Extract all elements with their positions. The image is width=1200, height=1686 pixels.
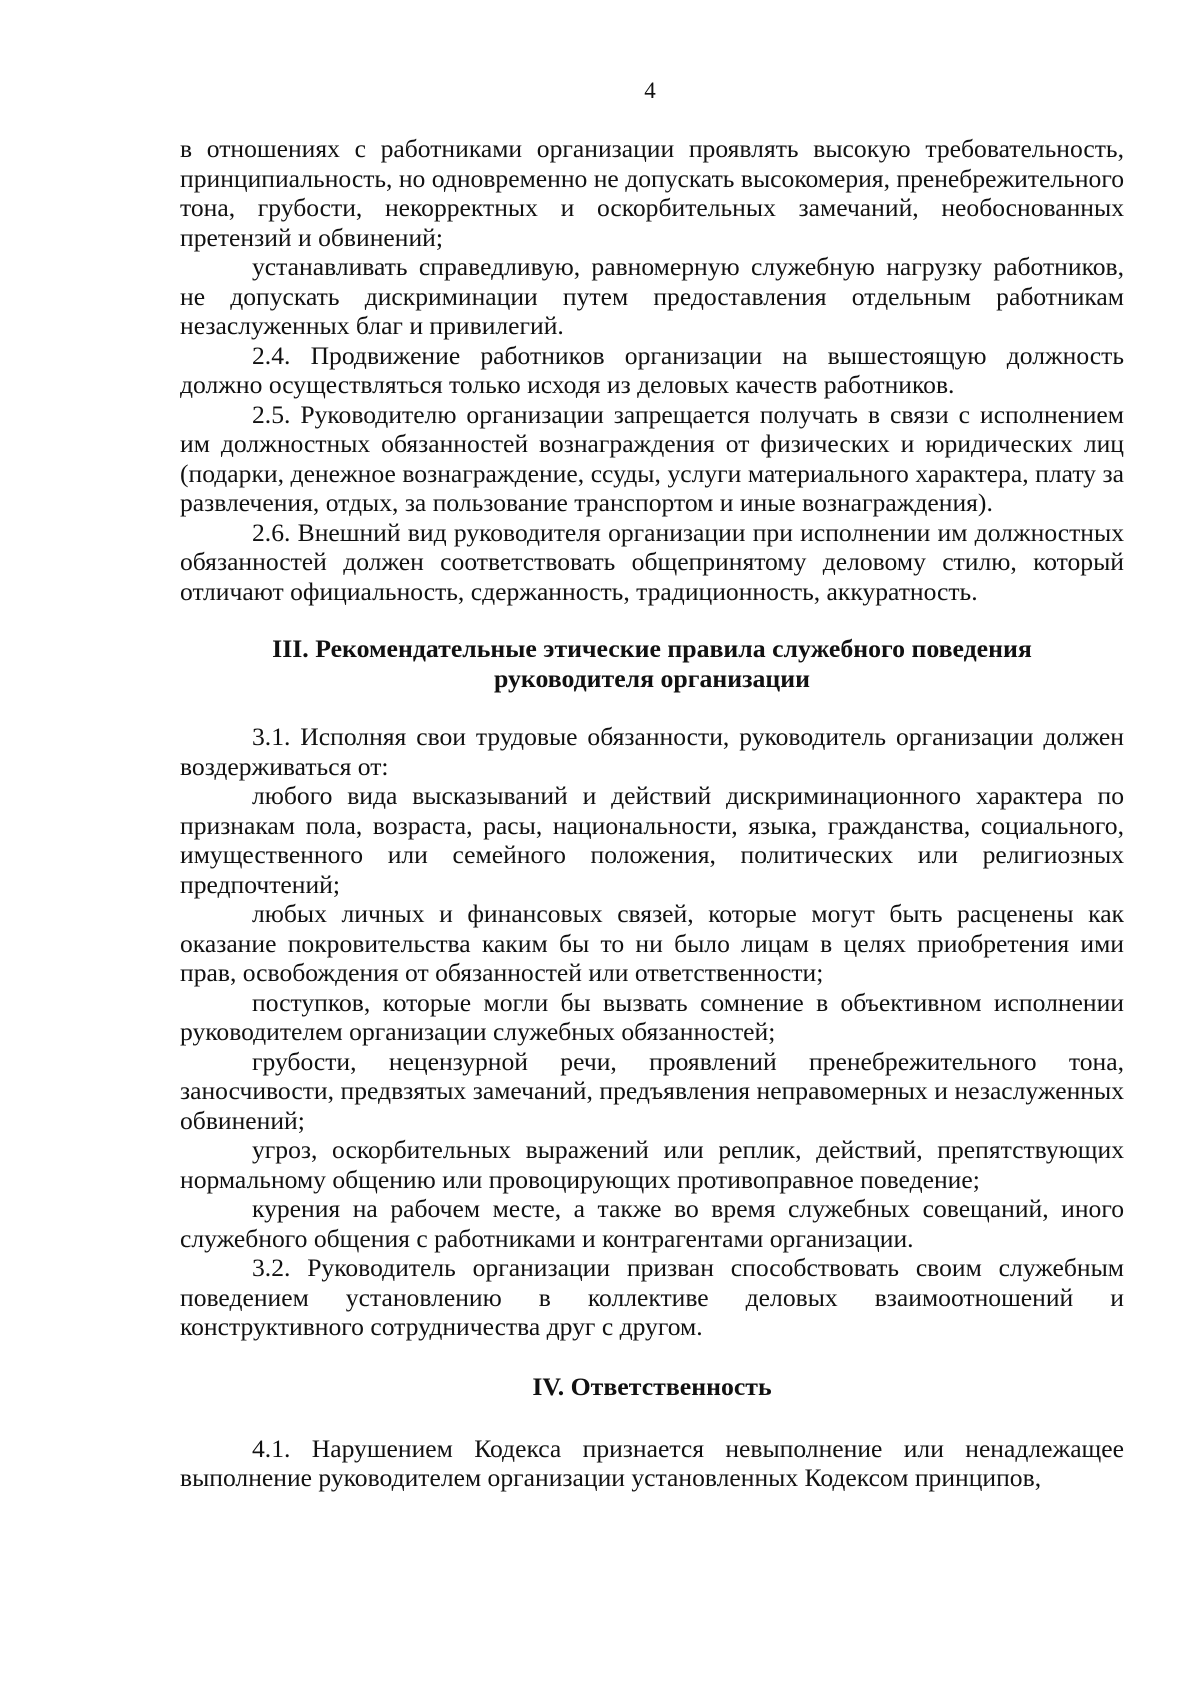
paragraph-3-1: 3.1. Исполняя свои трудовые обязанности, руководитель организации должен воздерживаться от:: [180, 722, 1124, 781]
paragraph-2-5: 2.5. Руководителю организации запрещается получать в связи с исполнением им должностных обязанностей вознаграждения от физических и юридических лиц (подарки, денежное вознаграждение, ссуды, услуги материального характера, плату за развлечения, отдых, за пользование транспортом и иные вознаграждения).: [180, 399, 1124, 517]
paragraph-2-6: 2.6. Внешний вид руководителя организации при исполнении им должностных обязанностей должен соответствовать общепринятому деловому стилю, который отличают официальность, сдержанность, традиционность, аккуратность.: [180, 517, 1124, 606]
section-iv-heading: IV. Ответственность: [532, 1371, 772, 1401]
document-body: [180, 134, 1124, 1493]
paragraph-2-4: 2.4. Продвижение работников организации на вышестоящую должность должно осуществляться только исходя из деловых качеств работников.: [180, 340, 1124, 399]
paragraph-smoking: курения на рабочем месте, а также во время служебных совещаний, иного служебного общения с работниками и контрагентами организации.: [180, 1194, 1124, 1253]
paragraph-doubtful-acts: поступков, которые могли бы вызвать сомнение в объективном исполнении руководителем организации служебных обязанностей;: [180, 987, 1124, 1046]
paragraph-relations: в отношениях с работниками организации проявлять высокую требовательность, принципиальность, но одновременно не допускать высокомерия, пренебрежительного тона, грубости, некорректных и оскорбительных замечаний, необоснованных претензий и обвинений;: [180, 134, 1124, 252]
paragraph-financial-ties: любых личных и финансовых связей, которые могут быть расценены как оказание покровительства каким бы то ни было лицам в целях приобретения ими прав, освобождения от обязанностей или ответственности;: [180, 899, 1124, 987]
paragraph-threats: угроз, оскорбительных выражений или реплик, действий, препятствующих нормальному общению или провоцирующих противоправное поведение;: [180, 1135, 1124, 1194]
paragraph-rudeness: грубости, нецензурной речи, проявлений пренебрежительного тона, заносчивости, предвзятых замечаний, предъявления неправомерных и незаслуженных обвинений;: [180, 1046, 1124, 1135]
section-iii-heading: [180, 634, 1124, 694]
paragraph-workload: устанавливать справедливую, равномерную служебную нагрузку работников, не допускать дискриминации путем предоставления отдельным работникам незаслуженных благ и привилегий.: [180, 252, 1124, 340]
section-iii-heading-line-1: III. Рекомендательные этические правила служебного поведения: [272, 634, 1032, 663]
section-iii-heading-line-2: руководителя организации: [494, 664, 810, 693]
page-number: 4: [644, 78, 656, 103]
paragraph-discrimination: любого вида высказываний и действий дискриминационного характера по признакам пола, возраста, расы, национальности, языка, гражданства, социального, имущественного или семейного положения, политических или религиозных предпочтений;: [180, 781, 1124, 899]
paragraph-4-1: 4.1. Нарушением Кодекса признается невыполнение или ненадлежащее выполнение руководителем организации установленных Кодексом принципов,: [180, 1433, 1124, 1492]
paragraph-3-2: 3.2. Руководитель организации призван способствовать своим служебным поведением установлению в коллективе деловых взаимоотношений и конструктивного сотрудничества друг с другом.: [180, 1253, 1124, 1341]
